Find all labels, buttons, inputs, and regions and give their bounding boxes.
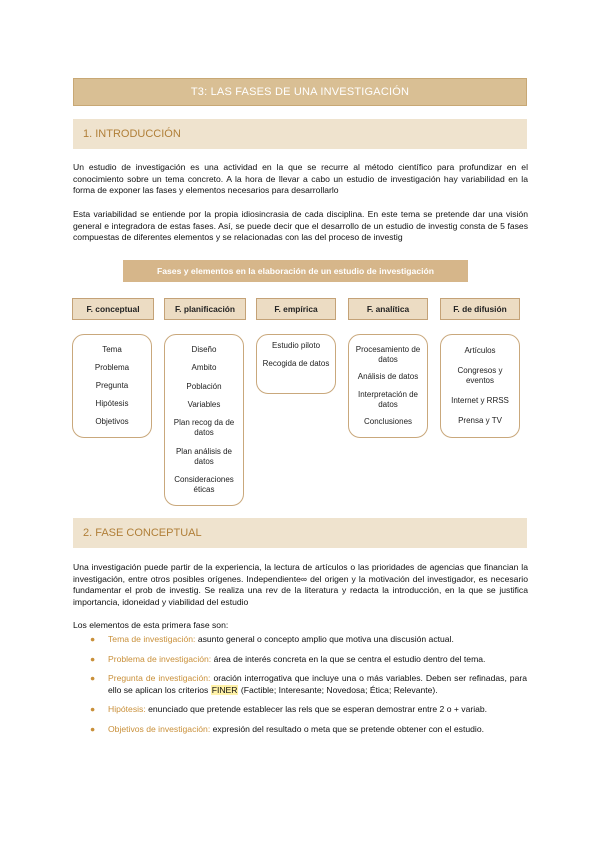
phase-head-difusion: F. de difusión <box>440 298 520 320</box>
section-heading-introduccion: 1. INTRODUCCIÓN <box>73 119 527 149</box>
phase-head-empirica: F. empírica <box>256 298 336 320</box>
section-heading-fase-conceptual: 2. FASE CONCEPTUAL <box>73 518 527 548</box>
phase-item: Interpretación de datos <box>357 389 419 409</box>
bullet-icon: ● <box>90 653 96 664</box>
phase-item: Objetivos <box>95 417 129 426</box>
list-item <box>90 654 527 666</box>
phase-item: Hipótesis <box>95 399 129 408</box>
conceptual-list-intro <box>73 620 528 632</box>
phase-head-conceptual: F. conceptual <box>72 298 154 320</box>
list-item-term: Hipótesis: <box>108 704 146 715</box>
phase-body-empirica <box>256 334 336 394</box>
phase-item: Análisis de datos <box>357 372 419 382</box>
list-item-term: Problema de investigación: <box>108 653 212 664</box>
list-item-desc: expresión del resultado o meta que se pretende obtener con el estudio. <box>212 723 484 734</box>
phase-item: Prensa y TV <box>458 416 502 425</box>
phase-head-analitica: F. analítica <box>348 298 428 320</box>
list-item-desc: asunto general o concepto amplio que motiva una discusión actual. <box>197 634 454 644</box>
list-item-term: Objetivos de investigación: <box>108 723 211 734</box>
list-item <box>90 724 527 736</box>
list-intro-text: Los elementos de esta primera fase son: <box>73 620 229 630</box>
document-title: T3: LAS FASES DE UNA INVESTIGACIÓN <box>73 78 527 106</box>
phase-item: Estudio piloto <box>271 341 321 350</box>
phase-item: Población <box>186 381 222 391</box>
phase-body-conceptual <box>72 334 152 438</box>
list-item-desc-after: (Factible; Interesante; Novedosa; Ética; Relevante). <box>238 684 438 695</box>
list-item-desc: oración interrogativa que incluye una o más variables. Deben ser refinadas, para ello se aplican los criterios <box>108 673 527 695</box>
phase-item: Plan recog da de datos <box>173 418 235 438</box>
phase-item: Conclusiones <box>363 417 413 427</box>
elements-list <box>90 634 527 744</box>
phase-item: Congresos y eventos <box>457 366 503 385</box>
list-item <box>90 634 527 646</box>
phase-item: Variables <box>187 399 221 409</box>
bullet-icon: ● <box>90 673 96 684</box>
intro-paragraph-2 <box>73 209 528 244</box>
intro-p2-text: Esta variabilidad se entiende por la propia idiosincrasia de cada disciplina. En este tema se pretende dar una visión general e integradora de estas fases. Así, se puede decir que el desarrollo de un estudio de investig consta de 5 fases compuestas de diferentes elementos y se relacionadas con las del proceso de investig <box>73 209 528 243</box>
conceptual-p1-text: Una investigación puede partir de la experiencia, la lectura de artículos o las prioridades de agencias que financian la investigación, entre otros posibles orígenes. Independiente∞ del origen y la motivación del investigador, es necesario fundamentar el prob de investig. Se realiza una rev de la literatura y redacta la introducción, en la que se justifica importancia, idoneidad y viabilidad del estudio <box>73 562 528 607</box>
intro-p1-text: Un estudio de investigación es una actividad en la que se recurre al método científico para profundizar en el conocimiento sobre un tema concreto. A la hora de llevar a cabo un estudio de investigación hay variabilidad en la forma de exponer las fases y elementos necesarios para desarrollarlo <box>73 162 528 196</box>
list-item <box>90 673 527 696</box>
finer-highlight: FINER <box>211 684 238 695</box>
phase-item: Consideraciones éticas <box>174 474 234 494</box>
phase-item: Diseño <box>191 345 217 355</box>
phases-diagram <box>68 258 532 508</box>
phase-body-planificacion <box>164 334 244 506</box>
conceptual-paragraph-1 <box>73 562 528 608</box>
list-item-term: Tema de investigación: <box>108 634 196 644</box>
phase-head-planificacion: F. planificación <box>164 298 246 320</box>
intro-paragraph-1 <box>73 162 528 197</box>
bullet-icon: ● <box>90 704 96 715</box>
phase-item: Ambito <box>191 363 217 373</box>
diagram-title: Fases y elementos en la elaboración de un estudio de investigación <box>123 260 468 282</box>
list-item-desc: enunciado que pretende establecer las rels que se esperan demostrar entre 2 o + variab. <box>148 704 488 715</box>
phase-item: Internet y RRSS <box>451 396 509 405</box>
phase-item: Tema <box>102 345 122 354</box>
phase-item: Recogida de datos <box>262 359 330 368</box>
list-item-desc: área de interés concreta en la que se centra el estudio dentro del tema. <box>213 653 486 664</box>
bullet-icon: ● <box>90 723 96 734</box>
phase-item: Problema <box>94 363 130 372</box>
list-item <box>90 704 527 716</box>
phase-item: Procesamiento de datos <box>355 344 421 364</box>
phase-item: Pregunta <box>95 381 129 390</box>
phase-item: Plan análisis de datos <box>175 446 233 466</box>
list-item-term: Pregunta de investigación: <box>108 673 211 684</box>
phase-body-analitica <box>348 334 428 438</box>
bullet-icon: ● <box>90 634 96 644</box>
phase-item: Artículos <box>464 346 496 355</box>
phase-body-difusion <box>440 334 520 438</box>
